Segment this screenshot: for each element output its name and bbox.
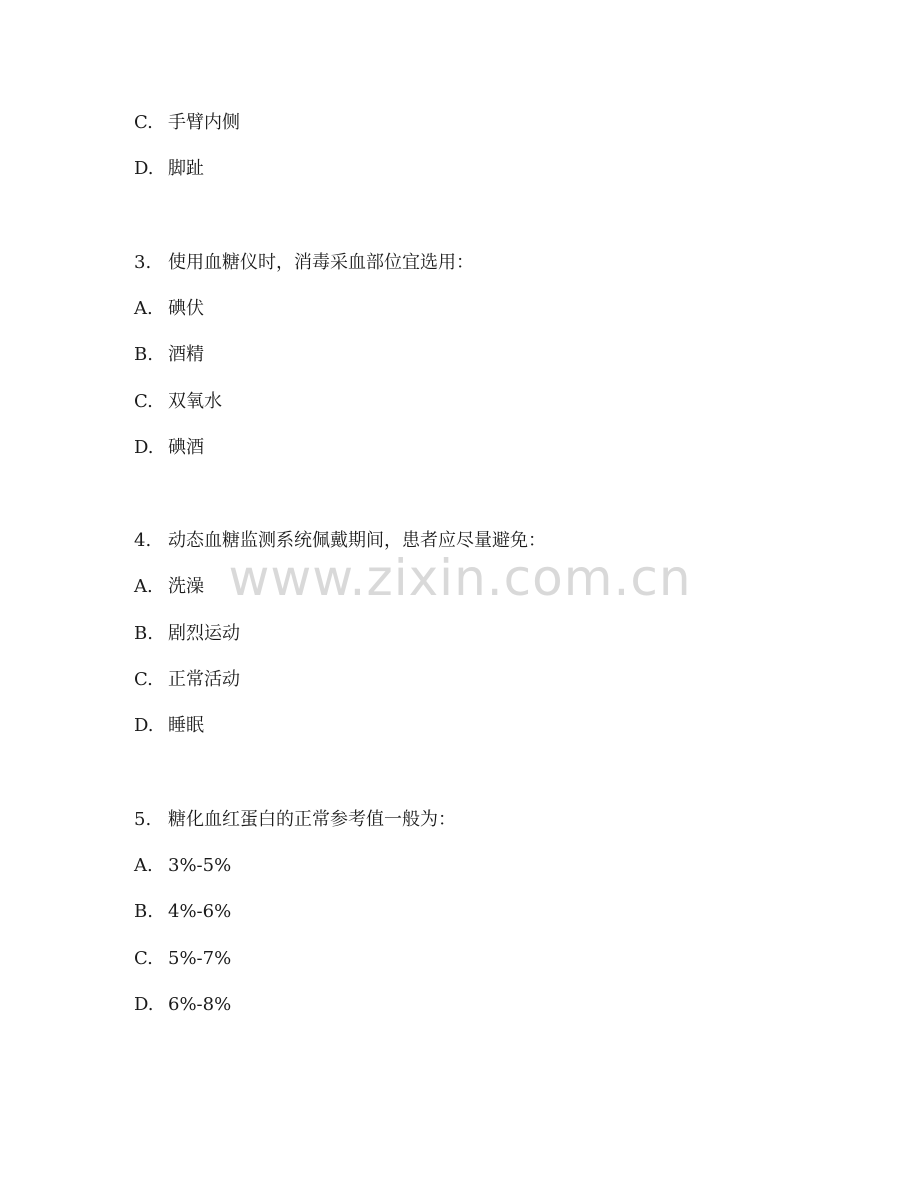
option-letter: B. xyxy=(134,901,153,922)
option-text: 脚趾 xyxy=(168,158,204,179)
option-letter: D. xyxy=(134,158,154,179)
question-number: 5. xyxy=(134,809,152,830)
option-letter: A. xyxy=(134,298,153,319)
option-text: 睡眠 xyxy=(168,715,204,736)
option-text: 酒精 xyxy=(168,344,204,365)
q2-option-d xyxy=(134,157,204,181)
option-letter: B. xyxy=(134,344,153,365)
q5-option-a xyxy=(134,854,231,878)
option-letter: C. xyxy=(134,391,153,412)
option-letter: D. xyxy=(134,437,154,458)
question-number: 4. xyxy=(134,530,152,551)
q2-option-c xyxy=(134,111,240,135)
option-text: 3%-5% xyxy=(168,855,232,876)
option-letter: D. xyxy=(134,994,154,1015)
question-text: 糖化血红蛋白的正常参考值一般为： xyxy=(168,809,456,830)
option-text: 正常活动 xyxy=(168,669,240,690)
option-text: 4%-6% xyxy=(168,901,232,922)
option-letter: B. xyxy=(134,623,153,644)
q4-option-c xyxy=(134,668,240,692)
q3-question xyxy=(134,251,474,275)
watermark: www.zixin.com.cn xyxy=(228,549,692,607)
option-text: 双氧水 xyxy=(168,391,222,412)
option-letter: C. xyxy=(134,669,153,690)
option-letter: C. xyxy=(134,948,153,969)
question-text: 动态血糖监测系统佩戴期间，患者应尽量避免： xyxy=(168,530,546,551)
q5-question xyxy=(134,808,456,832)
q4-option-d xyxy=(134,714,204,738)
q3-option-d xyxy=(134,436,204,460)
option-letter: C. xyxy=(134,112,153,133)
q3-option-a xyxy=(134,297,204,321)
option-text: 手臂内侧 xyxy=(168,112,240,133)
q4-question xyxy=(134,529,546,553)
q4-option-b xyxy=(134,622,240,646)
q5-option-d xyxy=(134,993,231,1017)
q3-option-c xyxy=(134,390,222,414)
option-text: 剧烈运动 xyxy=(168,623,240,644)
question-number: 3. xyxy=(134,252,152,273)
option-text: 洗澡 xyxy=(168,576,204,597)
option-text: 6%-8% xyxy=(168,994,232,1015)
question-text: 使用血糖仪时，消毒采血部位宜选用： xyxy=(168,252,474,273)
option-text: 碘伏 xyxy=(168,298,204,319)
option-text: 碘酒 xyxy=(168,437,204,458)
q3-option-b xyxy=(134,343,204,367)
option-text: 5%-7% xyxy=(168,948,232,969)
option-letter: D. xyxy=(134,715,154,736)
option-letter: A. xyxy=(134,576,153,597)
option-letter: A. xyxy=(134,855,153,876)
q5-option-c xyxy=(134,947,231,971)
q5-option-b xyxy=(134,900,231,924)
q4-option-a xyxy=(134,575,204,599)
